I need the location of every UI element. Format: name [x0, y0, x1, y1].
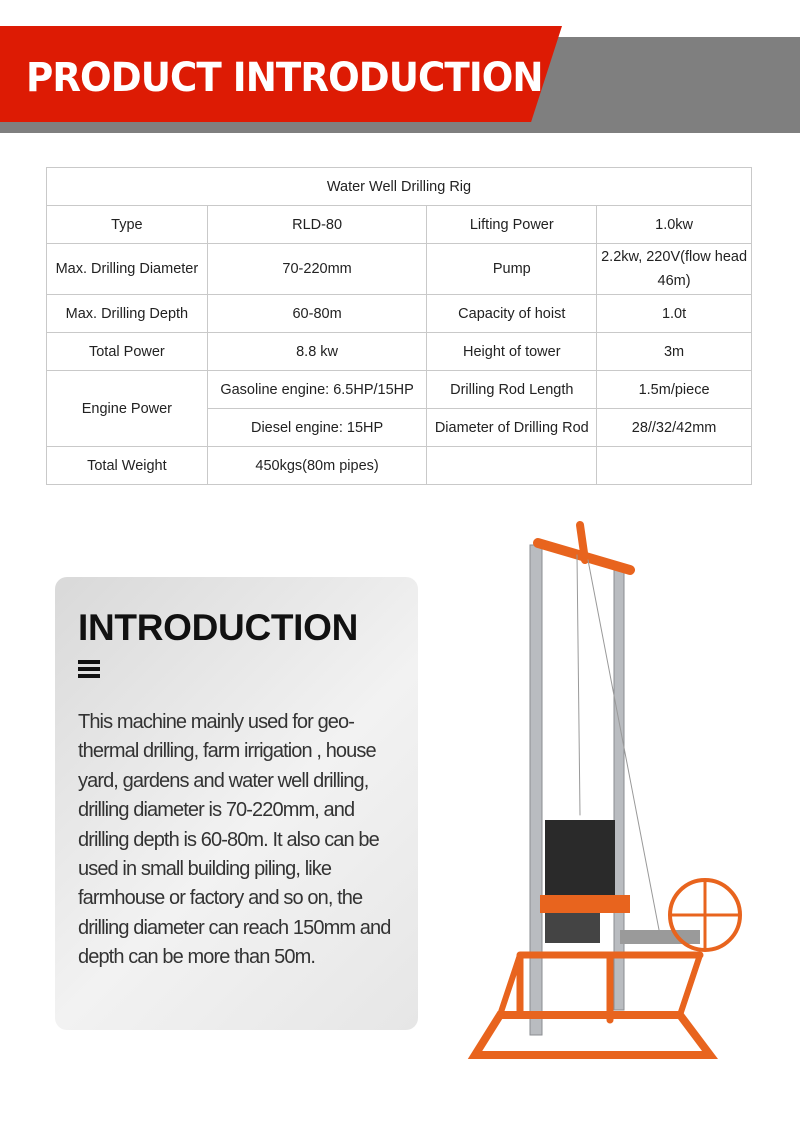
cell: 60-80m	[207, 295, 427, 333]
cell: 8.8 kw	[207, 333, 427, 371]
cell	[597, 447, 752, 485]
spec-table	[46, 167, 752, 485]
table-row	[47, 447, 752, 485]
cell: 450kgs(80m pipes)	[207, 447, 427, 485]
cell: 1.0t	[597, 295, 752, 333]
cell: Pump	[427, 244, 597, 295]
cell: RLD-80	[207, 206, 427, 244]
cell: Total Power	[47, 333, 208, 371]
cell: 1.5m/piece	[597, 371, 752, 409]
cell: 2.2kw, 220V(flow head 46m)	[597, 244, 752, 295]
intro-title: INTRODUCTION	[78, 607, 359, 648]
cell: Capacity of hoist	[427, 295, 597, 333]
cell: Diesel engine: 15HP	[207, 409, 427, 447]
cell: 70-220mm	[207, 244, 427, 295]
drilling-rig-image	[460, 515, 760, 1075]
cell: Total Weight	[47, 447, 208, 485]
cell	[427, 447, 597, 485]
cell: 28//32/42mm	[597, 409, 752, 447]
table-title: Water Well Drilling Rig	[47, 168, 752, 206]
banner-title: PRODUCT INTRODUCTION	[26, 55, 543, 101]
cell: Drilling Rod Length	[427, 371, 597, 409]
introduction-card	[55, 577, 418, 1030]
cell: Engine Power	[47, 371, 208, 447]
table-row	[47, 333, 752, 371]
table-row	[47, 371, 752, 409]
table-row	[47, 295, 752, 333]
cell: Gasoline engine: 6.5HP/15HP	[207, 371, 427, 409]
cell: Lifting Power	[427, 206, 597, 244]
table-row	[47, 244, 752, 295]
intro-text: This machine mainly used for geo-thermal drilling, farm irrigation , house yard, gardens and water well drilling, drilling diameter is 70-220mm, and drilling depth is 60-80m. It also can be used in small building piling, like farmhouse or factory and so on, the drilling diameter can reach 150mm and depth can be more than 50m.	[78, 711, 391, 969]
table-row	[47, 206, 752, 244]
cell: Max. Drilling Depth	[47, 295, 208, 333]
cell: Height of tower	[427, 333, 597, 371]
cell: Diameter of Drilling Rod	[427, 409, 597, 447]
cell: 1.0kw	[597, 206, 752, 244]
cell: 3m	[597, 333, 752, 371]
cell: Max. Drilling Diameter	[47, 244, 208, 295]
menu-lines-icon	[78, 660, 100, 678]
cell: Type	[47, 206, 208, 244]
